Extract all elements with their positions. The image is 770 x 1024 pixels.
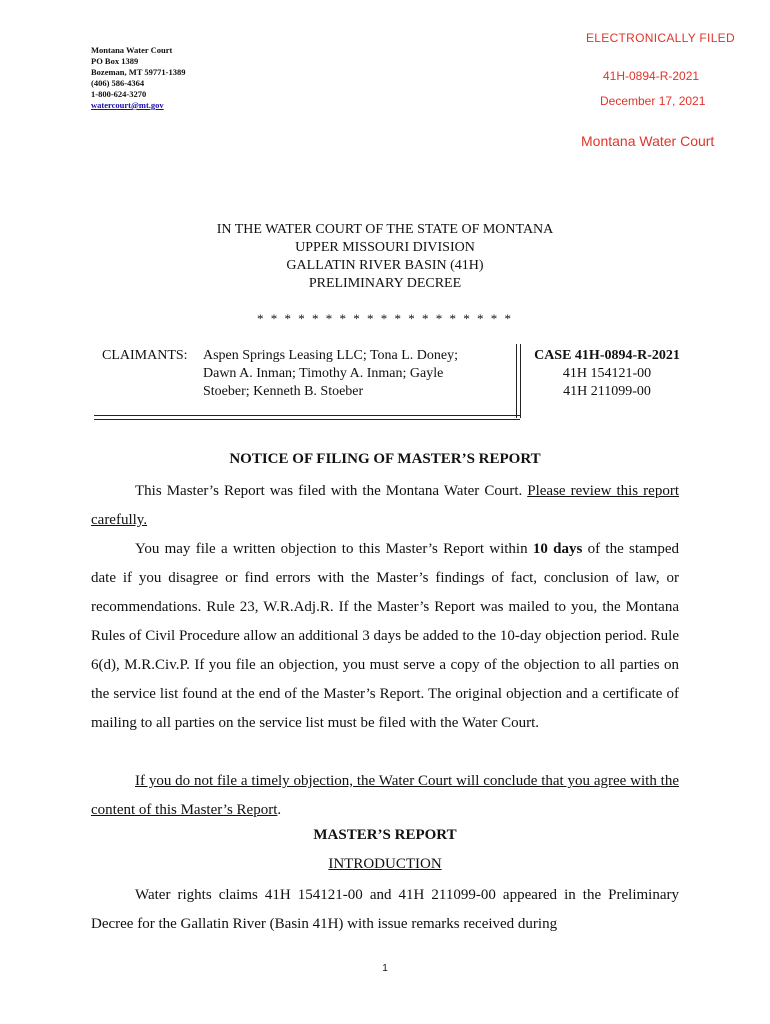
notice-text: . — [277, 802, 282, 818]
caption-box-bottom-border — [94, 415, 520, 420]
filing-stamp-date: December 17, 2021 — [600, 94, 706, 108]
report-title: MASTER’S REPORT — [313, 827, 457, 843]
notice-paragraph-2 — [91, 535, 679, 738]
caption-separator: * * * * * * * * * * * * * * * * * * * — [257, 311, 513, 326]
claim-number: 41H 211099-00 — [563, 384, 651, 399]
filing-stamp-court: Montana Water Court — [581, 133, 715, 149]
filing-stamp-case: 41H-0894-R-2021 — [603, 69, 700, 83]
address-line: Bozeman, MT 59771-1389 — [91, 67, 186, 77]
court-address-block — [91, 45, 186, 111]
address-line: 1-800-624-3270 — [91, 89, 147, 99]
introduction-text: Water rights claims 41H 154121-00 and 41H 211099-00 appeared in the Preliminary Decree for the Gallatin River (Basin 41H) with issue remarks received during — [91, 887, 679, 932]
address-line: PO Box 1389 — [91, 56, 139, 66]
email-link[interactable]: watercourt@mt.gov — [91, 100, 164, 110]
claimants-names — [203, 347, 503, 401]
caption-box-right-border — [516, 344, 521, 418]
address-line: Montana Water Court — [91, 45, 173, 55]
notice-paragraph-1 — [91, 477, 679, 535]
case-block — [527, 347, 687, 401]
caption-line: GALLATIN RIVER BASIN (41H) — [286, 258, 484, 273]
case-number: CASE 41H-0894-R-2021 — [534, 348, 680, 363]
caption-line: PRELIMINARY DECREE — [308, 276, 462, 291]
court-caption — [0, 221, 770, 293]
claimants-line: Aspen Springs Leasing LLC; Tona L. Doney; — [203, 348, 459, 363]
claimants-line: Stoeber; Kenneth B. Stoeber — [203, 384, 364, 399]
introduction-paragraph — [91, 881, 679, 939]
caption-line: IN THE WATER COURT OF THE STATE OF MONTANA — [216, 222, 554, 237]
notice-paragraph-3 — [91, 767, 679, 825]
caption-line: UPPER MISSOURI DIVISION — [295, 240, 475, 255]
review-instruction: Please review this report carefully. — [91, 483, 679, 528]
claimants-label: CLAIMANTS: — [102, 348, 188, 363]
deadline-emphasis: 10 days — [532, 541, 583, 557]
section-heading-introduction: INTRODUCTION — [328, 856, 442, 872]
page-number: 1 — [382, 963, 388, 974]
notice-text: This Master’s Report was filed with the Montana Water Court. — [135, 483, 528, 499]
notice-title: NOTICE OF FILING OF MASTER’S REPORT — [229, 451, 541, 467]
notice-text: of the stamped date if you disagree or find errors with the Master’s findings of fact, conclusion of law, or recommendations. Rule 23, W.R.Adj.R. If the Master’s Report was mailed to you, the Montana Rules of Civil Procedure allow an additional 3 days be added to the 10-day objection period. Rule 6(d), M.R.Civ.P. If you file an objection, you must serve a copy of the objection to all parties on the service list found at the end of the Master’s Report. The original objection and a certificate of mailing to all parties on the service list must be filed with the Water Court. — [91, 541, 680, 731]
claim-number: 41H 154121-00 — [562, 366, 652, 381]
address-line: (406) 586-4364 — [91, 78, 145, 88]
filing-stamp-status: ELECTRONICALLY FILED — [586, 31, 735, 45]
objection-warning: If you do not file a timely objection, the Water Court will conclude that you agree with the content of this Master’s Report — [91, 773, 679, 818]
claimants-line: Dawn A. Inman; Timothy A. Inman; Gayle — [203, 366, 444, 381]
notice-text: You may file a written objection to this Master’s Report within — [135, 541, 533, 557]
